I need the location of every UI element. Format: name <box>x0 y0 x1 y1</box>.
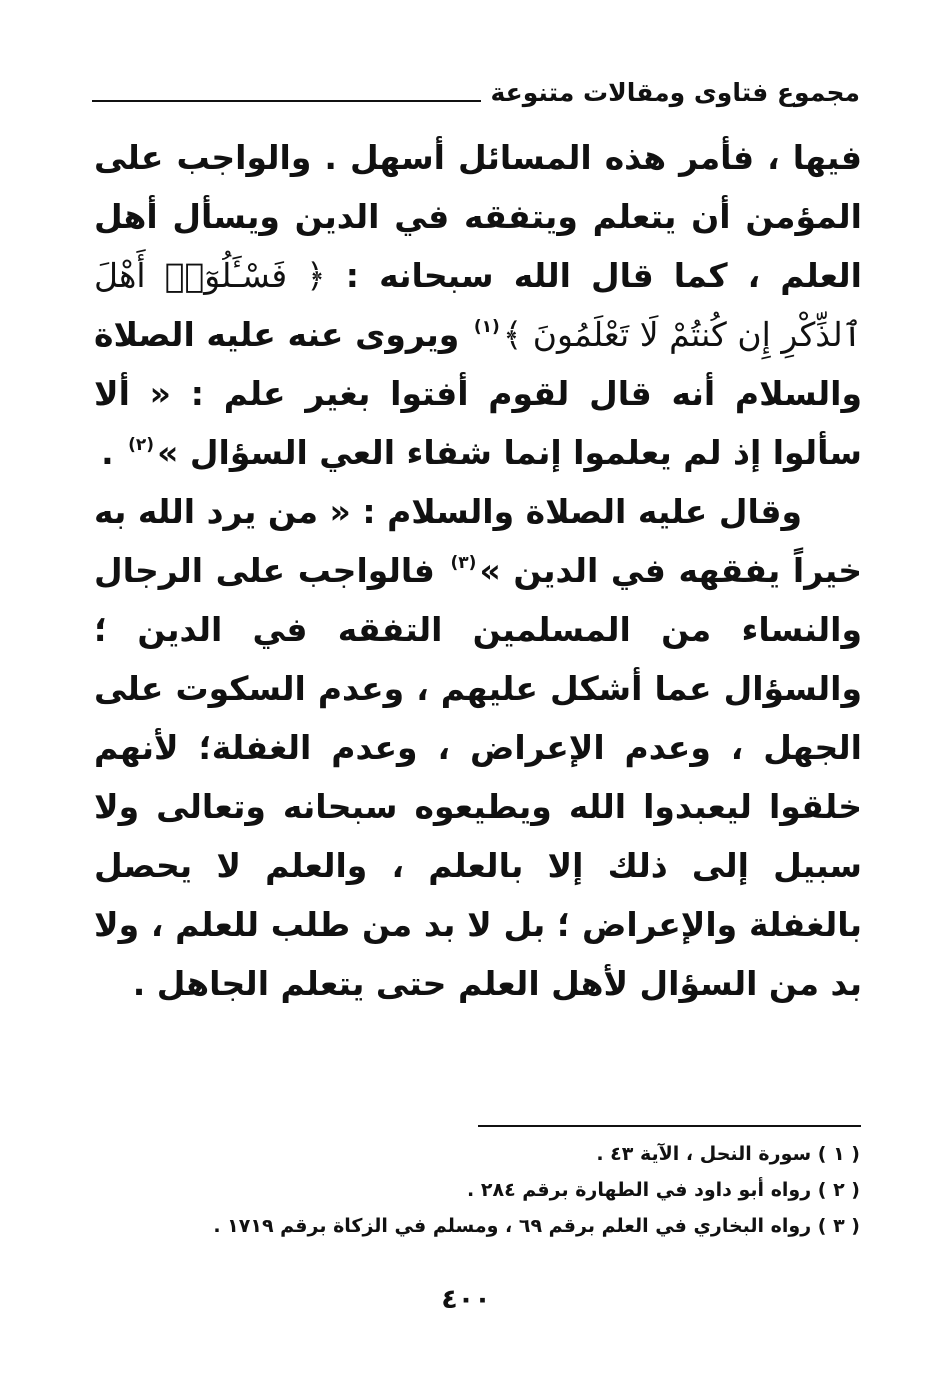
hadith-quote-2: « من يرد الله به خيراً يفقهه في الدين » <box>94 492 862 590</box>
paragraph-2 <box>94 482 862 1013</box>
paragraph-1-text-a: فيها ، فأمر هذه المسائل أسهل . والواجب على المؤمن أن يتعلم ويتفقه في الدين ويسأل أهل العلم ، كما قال الله سبحانه : <box>94 138 862 295</box>
paragraph-2-text-a: وقال عليه الصلاة والسلام : <box>362 492 802 531</box>
header-rule <box>92 100 481 102</box>
footnote-separator <box>478 1125 861 1127</box>
paragraph-2-text-b: فالواجب على الرجال والنساء من المسلمين التفقه في الدين ؛ والسؤال عما أشكل عليهم ، وعدم السكوت على الجهل ، وعدم الإعراض ، وعدم الغفلة؛ لأنهم خلقوا ليعبدوا الله ويطيعوه سبحانه وتعالى ولا سبيل إلى ذلك إلا بالعلم ، والعلم لا يحصل بالغفلة والإعراض ؛ بل لا بد من طلب للعلم ، ولا بد من السؤال لأهل العلم حتى يتعلم الجاهل . <box>94 551 862 1003</box>
footnote-2: ( ٢ ) رواه أبو داود في الطهارة برقم ٢٨٤ . <box>467 1179 860 1201</box>
running-header <box>92 72 860 108</box>
paragraph-1-end: . <box>101 433 114 472</box>
footnote-3: ( ٣ ) رواه البخاري في العلم برقم ٦٩ ، ومسلم في الزكاة برقم ١٧١٩ . <box>213 1215 860 1237</box>
hadith-quote-1: « ألا سألوا إذ لم يعلموا إنما شفاء العي السؤال » <box>94 374 862 472</box>
page-number: ٤٠٠ <box>441 1284 491 1315</box>
footnote-1: ( ١ ) سورة النحل ، الآية ٤٣ . <box>596 1143 860 1165</box>
footnote-ref-2: (٢) <box>128 435 155 455</box>
quran-verse: ﴿ فَسْـَٔلُوٓا۟ أَهْلَ ٱلذِّكْرِ إِن كُنتُمْ لَا تَعْلَمُونَ ﴾ <box>94 256 862 354</box>
footnote-ref-1: (١) <box>473 317 500 337</box>
main-text <box>94 128 862 1013</box>
paragraph-1 <box>94 128 862 482</box>
footnotes <box>94 1136 860 1244</box>
paragraph-1-text-b: ويروى عنه عليه الصلاة والسلام أنه قال لقوم أفتوا بغير علم : <box>94 315 862 413</box>
footnote-ref-3: (٣) <box>450 553 477 573</box>
header-title: مجموع فتاوى ومقالات متنوعة <box>490 78 860 107</box>
